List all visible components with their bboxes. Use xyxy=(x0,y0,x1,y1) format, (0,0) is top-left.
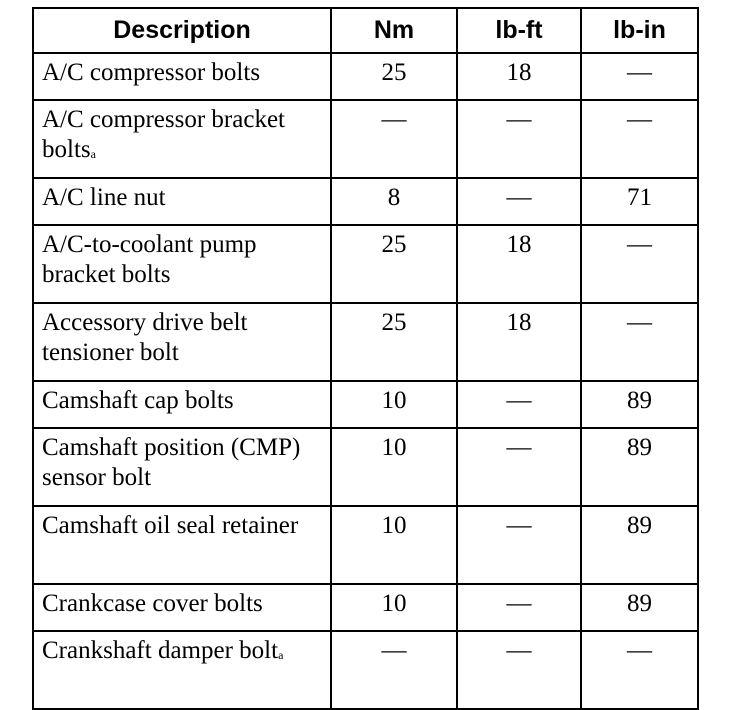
description-text: A/C-to-coolant pump bracket bolts xyxy=(42,231,257,288)
table-row xyxy=(33,506,698,584)
row-nm: 10 xyxy=(331,506,457,584)
row-description xyxy=(33,53,331,100)
row-description xyxy=(33,100,331,178)
row-lbft: 18 xyxy=(457,303,581,381)
description-text: Crankcase cover bolts xyxy=(42,590,263,617)
row-lbin: — xyxy=(581,100,698,178)
description-text: Camshaft oil seal retainer xyxy=(42,512,299,539)
row-lbft: 18 xyxy=(457,225,581,303)
row-lbin: — xyxy=(581,303,698,381)
header-description: Description xyxy=(33,8,331,53)
row-lbin: 89 xyxy=(581,428,698,506)
footnote-marker: a xyxy=(90,147,96,161)
row-lbft: — xyxy=(457,584,581,631)
footnote-marker: a xyxy=(278,648,284,662)
description-text: A/C line nut xyxy=(42,184,166,211)
row-nm: 10 xyxy=(331,428,457,506)
row-nm: — xyxy=(331,631,457,709)
row-nm: 8 xyxy=(331,178,457,225)
table-row xyxy=(33,225,698,303)
row-lbin: 71 xyxy=(581,178,698,225)
row-nm: 25 xyxy=(331,225,457,303)
row-nm: — xyxy=(331,100,457,178)
header-lbin: lb-in xyxy=(581,8,698,53)
description-text: Crankshaft damper bolt xyxy=(42,637,279,664)
table-row xyxy=(33,381,698,428)
table-row xyxy=(33,100,698,178)
row-nm: 10 xyxy=(331,381,457,428)
row-lbin: 89 xyxy=(581,584,698,631)
table-row xyxy=(33,303,698,381)
row-lbin: 89 xyxy=(581,506,698,584)
table-row xyxy=(33,584,698,631)
row-lbft: — xyxy=(457,100,581,178)
row-description xyxy=(33,631,331,709)
header-lbft: lb-ft xyxy=(457,8,581,53)
row-description xyxy=(33,225,331,303)
row-nm: 25 xyxy=(331,53,457,100)
description-text: Camshaft cap bolts xyxy=(42,387,234,414)
row-lbft: — xyxy=(457,178,581,225)
description-text: A/C compressor bracket bolts xyxy=(42,106,285,163)
row-lbft: 18 xyxy=(457,53,581,100)
row-description xyxy=(33,428,331,506)
row-description xyxy=(33,178,331,225)
row-lbin: — xyxy=(581,631,698,709)
row-nm: 10 xyxy=(331,584,457,631)
description-text: Accessory drive belt tensioner bolt xyxy=(42,309,248,366)
row-description xyxy=(33,381,331,428)
header-nm: Nm xyxy=(331,8,457,53)
row-description xyxy=(33,584,331,631)
description-text: Camshaft position (CMP) sensor bolt xyxy=(42,434,301,491)
row-description xyxy=(33,506,331,584)
row-lbin: 89 xyxy=(581,381,698,428)
row-nm: 25 xyxy=(331,303,457,381)
row-lbft: — xyxy=(457,506,581,584)
row-lbft: — xyxy=(457,631,581,709)
torque-spec-table xyxy=(32,7,699,710)
table-row xyxy=(33,53,698,100)
table-row xyxy=(33,631,698,709)
row-lbin: — xyxy=(581,53,698,100)
description-text: A/C compressor bolts xyxy=(42,59,261,86)
table-row xyxy=(33,428,698,506)
row-lbin: — xyxy=(581,225,698,303)
header-row xyxy=(33,8,698,53)
table-row xyxy=(33,178,698,225)
row-lbft: — xyxy=(457,381,581,428)
row-description xyxy=(33,303,331,381)
row-lbft: — xyxy=(457,428,581,506)
